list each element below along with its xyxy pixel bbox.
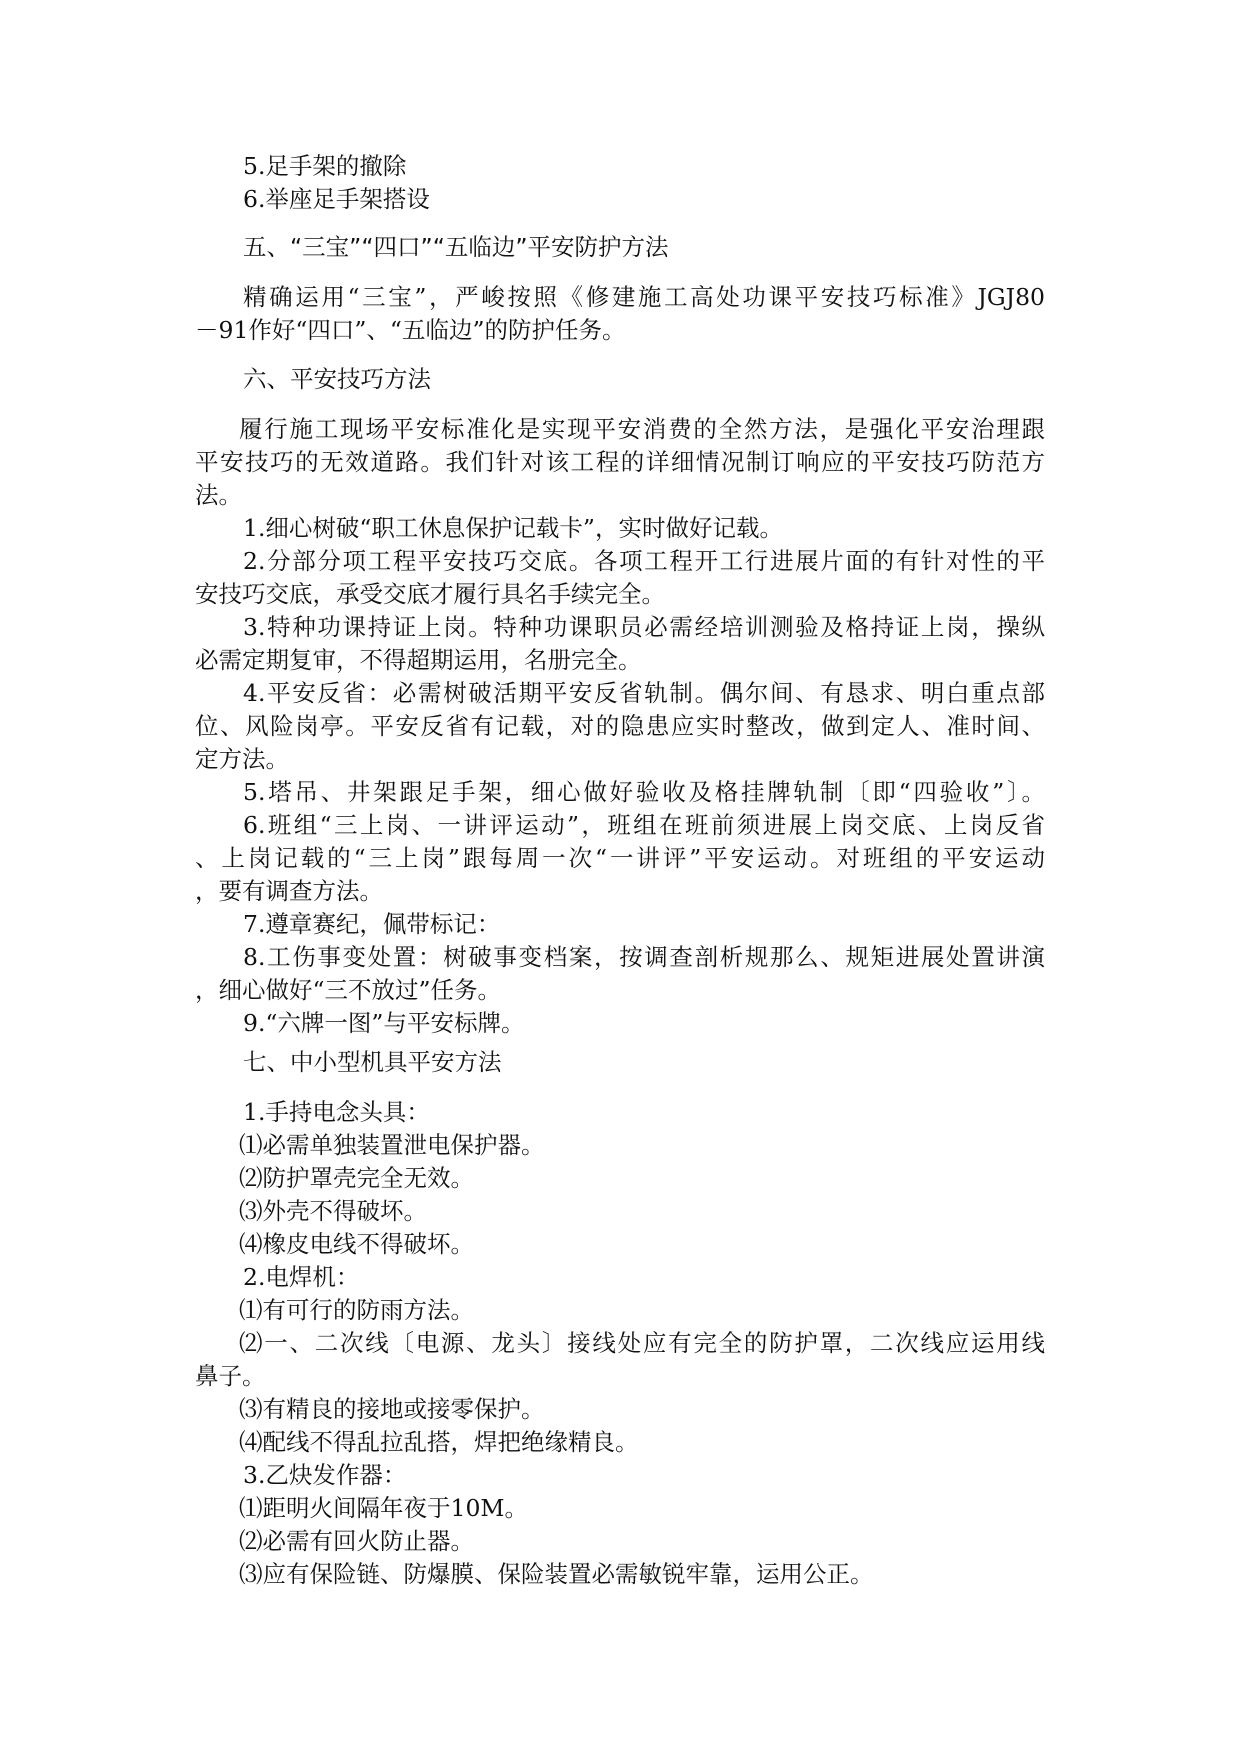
paragraph-line: 6.班组“三上岗、一讲评运动”，班组在班前须进展上岗交底、上岗反省 — [243, 811, 1045, 839]
paragraph-line: 7.遵章赛纪，佩带标记： — [243, 910, 501, 938]
paragraph-line: ⑶外壳不得破坏。 — [239, 1197, 427, 1225]
heading-text: 五、“三宝”“四口”“五临边”平安防护方法 — [243, 233, 669, 261]
paragraph-line: 4.平安反省：必需树破活期平安反省轨制。偶尔间、有恳求、明白重点部 — [243, 679, 1045, 707]
section-body-6 — [195, 413, 1045, 1040]
paragraph-line: ⑷橡皮电线不得破坏。 — [239, 1230, 474, 1258]
paragraph-line: ，要有调查方法。 — [195, 877, 383, 905]
paragraph-line: 平安技巧的无效道路。我们针对该工程的详细情况制订响应的平安技巧防范方 — [195, 448, 1045, 476]
paragraph-line: ⑶应有保险链、防爆膜、保险装置必需敏锐牢靠，运用公正。 — [239, 1560, 874, 1588]
paragraph-line: ⑵一、二次线〔电源、龙头〕接线处应有完全的防护罩，二次线应运用线 — [239, 1329, 1045, 1357]
paragraph-line: 2.电焊机： — [243, 1263, 360, 1291]
paragraph-line: 2.分部分项工程平安技巧交底。各项工程开工行进展片面的有针对性的平 — [243, 547, 1045, 575]
paragraph-line: ⑴有可行的防雨方法。 — [239, 1296, 474, 1324]
paragraph-line: －91作好“四口”、“五临边”的防护任务。 — [195, 316, 626, 344]
list-item: 5.足手架的撤除 — [243, 152, 407, 180]
section-heading-5 — [195, 231, 1045, 264]
paragraph-line: 3.乙炔发作器： — [243, 1461, 407, 1489]
paragraph-line: 精确运用“三宝”，严峻按照《修建施工高处功课平安技巧标准》JGJ80 — [243, 283, 1045, 311]
paragraph-line: 位、风险岗亭。平安反省有记载，对的隐患应实时整改，做到定人、准时间、 — [195, 712, 1045, 740]
paragraph-line: 、上岗记载的“三上岗”跟每周一次“一讲评”平安运动。对班组的平安运动 — [195, 844, 1045, 872]
paragraph-line: 履行施工现场平安标准化是实现平安消费的全然方法，是强化平安治理跟 — [239, 415, 1045, 443]
paragraph-line: 8.工伤事变处置：树破事变档案，按调查剖析规那么、规矩进展处置讲演 — [243, 943, 1045, 971]
paragraph-line: 定方法。 — [195, 745, 289, 773]
paragraph-line: 1.手持电念头具： — [243, 1098, 430, 1126]
paragraph-line: 1.细心树破“职工休息保护记载卡”，实时做好记载。 — [243, 514, 783, 542]
heading-text: 六、平安技巧方法 — [243, 365, 431, 393]
paragraph-line: ，细心做好“三不放过”任务。 — [195, 976, 502, 1004]
paragraph-line: 法。 — [195, 481, 242, 509]
paragraph-line: 安技巧交底，承受交底才履行具名手续完全。 — [195, 580, 665, 608]
paragraph-line: 9.“六牌一图”与平安标牌。 — [243, 1009, 525, 1037]
paragraph-line: 鼻子。 — [195, 1362, 266, 1390]
paragraph-line: ⑴必需单独装置泄电保护器。 — [239, 1131, 545, 1159]
paragraph-line: ⑴距明火间隔年夜于10M。 — [239, 1494, 528, 1522]
section-heading-7 — [195, 1046, 1045, 1079]
section-body-5 — [195, 281, 1045, 347]
paragraph-line: ⑶有精良的接地或接零保护。 — [239, 1395, 545, 1423]
section-heading-6 — [195, 363, 1045, 396]
paragraph-line: ⑷配线不得乱拉乱搭，焊把绝缘精良。 — [239, 1428, 639, 1456]
list-item: 6.举座足手架搭设 — [243, 185, 430, 213]
paragraph-line: ⑵必需有回火防止器。 — [239, 1527, 474, 1555]
paragraph-line: 3.特种功课持证上岗。特种功课职员必需经培训测验及格持证上岗，操纵 — [243, 613, 1045, 641]
list-block-top — [195, 150, 1045, 216]
paragraph-line: ⑵防护罩壳完全无效。 — [239, 1164, 474, 1192]
heading-text: 七、中小型机具平安方法 — [243, 1048, 502, 1076]
paragraph-line: 必需定期复审，不得超期运用，名册完全。 — [195, 646, 642, 674]
section-body-7 — [195, 1096, 1045, 1591]
paragraph-line: 5.塔吊、井架跟足手架，细心做好验收及格挂牌轨制〔即“四验收”〕。 — [243, 778, 1045, 806]
